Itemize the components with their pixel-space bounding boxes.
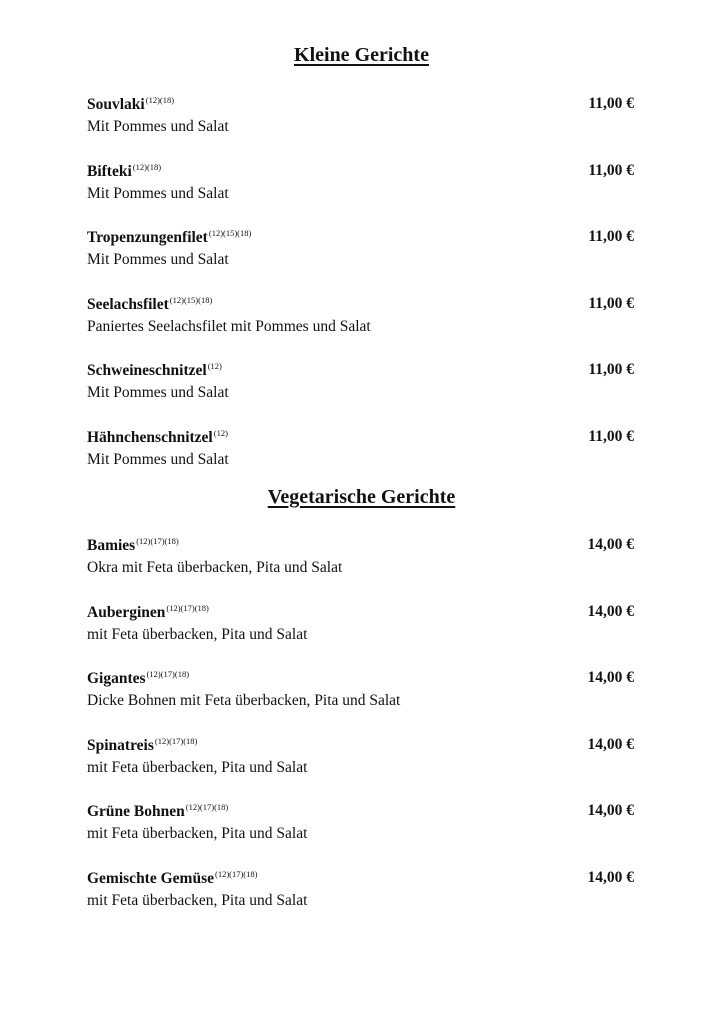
dish-description: mit Feta überbacken, Pita und Salat (87, 625, 308, 643)
dish-description: Okra mit Feta überbacken, Pita und Salat (87, 559, 343, 576)
dish-name-text: Tropenzungenfilet (87, 229, 208, 247)
dish-name (87, 95, 174, 114)
dish-description: mit Feta überbacken, Pita und Salat (87, 758, 308, 776)
dish-name-text: Grüne Bohnen (87, 803, 185, 821)
dish-description: Mit Pommes und Salat (87, 184, 229, 202)
dish-name-text: Bifteki (87, 162, 132, 180)
dish-description: mit Feta überbacken, Pita und Salat (87, 825, 308, 843)
menu-item (87, 869, 634, 919)
dish-price: 14,00 € (587, 735, 634, 753)
dish-price: 11,00 € (588, 228, 634, 246)
menu-item (87, 536, 634, 586)
dish-name-text: Schweineschnitzel (87, 362, 207, 380)
dish-description: Mit Pommes und Salat (87, 384, 229, 402)
section-title-kleine-gerichte: Kleine Gerichte (294, 44, 429, 66)
menu-item (87, 736, 634, 786)
dish-name (87, 802, 228, 821)
allergen-codes: (12)(18) (145, 95, 175, 105)
dish-name (87, 228, 251, 247)
menu-item (87, 295, 634, 345)
dish-name (87, 295, 212, 314)
dish-price: 11,00 € (588, 428, 634, 445)
allergen-codes: (12)(17)(18) (136, 536, 179, 546)
section-title-vegetarische-gerichte: Vegetarische Gerichte (267, 486, 456, 508)
dish-description: mit Feta überbacken, Pita und Salat (87, 892, 308, 909)
dish-price: 14,00 € (587, 602, 634, 620)
dish-price: 11,00 € (588, 161, 634, 179)
allergen-codes: (12)(17)(18) (185, 802, 229, 813)
menu-item (87, 228, 634, 278)
allergen-codes: (12) (207, 361, 222, 372)
dish-name (87, 162, 161, 181)
dish-name (87, 428, 228, 447)
dish-name (87, 736, 197, 755)
dish-price: 11,00 € (588, 95, 634, 112)
dish-name-text: Seelachsfilet (87, 295, 169, 313)
menu-item (87, 669, 634, 719)
dish-name (87, 361, 222, 380)
dish-name (87, 869, 257, 888)
menu-item (87, 428, 634, 478)
dish-description: Paniertes Seelachsfilet mit Pommes und Salat (87, 317, 371, 335)
menu-item (87, 603, 634, 653)
dish-price: 11,00 € (588, 294, 634, 312)
allergen-codes: (12)(17)(18) (166, 602, 209, 613)
dish-name (87, 603, 209, 622)
dish-description: Dicke Bohnen mit Feta überbacken, Pita und Salat (87, 692, 401, 710)
dish-name (87, 669, 189, 688)
allergen-codes: (12)(18) (132, 161, 162, 172)
dish-name-text: Gemischte Gemüse (87, 870, 214, 887)
allergen-codes: (12)(17)(18) (214, 869, 258, 879)
dish-name-text: Souvlaki (87, 96, 145, 113)
dish-name-text: Gigantes (87, 670, 146, 688)
menu-item (87, 802, 634, 852)
dish-price: 14,00 € (587, 536, 634, 553)
dish-name-text: Auberginen (87, 603, 166, 621)
dish-price: 14,00 € (587, 869, 634, 886)
allergen-codes: (12)(17)(18) (154, 735, 198, 746)
dish-price: 11,00 € (588, 361, 634, 379)
dish-name-text: Hähnchenschnitzel (87, 429, 213, 446)
menu-item (87, 162, 634, 212)
dish-description: Mit Pommes und Salat (87, 118, 229, 135)
dish-name-text: Spinatreis (87, 736, 154, 754)
dish-description: Mit Pommes und Salat (87, 251, 229, 269)
allergen-codes: (12)(15)(18) (169, 294, 213, 305)
allergen-codes: (12) (213, 428, 228, 438)
allergen-codes: (12)(15)(18) (208, 228, 252, 239)
dish-price: 14,00 € (587, 802, 634, 820)
dish-name (87, 536, 179, 555)
dish-price: 14,00 € (587, 669, 634, 687)
dish-description: Mit Pommes und Salat (87, 451, 229, 468)
dish-name-text: Bamies (87, 537, 136, 554)
menu-item (87, 95, 634, 145)
menu-item (87, 361, 634, 411)
allergen-codes: (12)(17)(18) (146, 669, 190, 680)
